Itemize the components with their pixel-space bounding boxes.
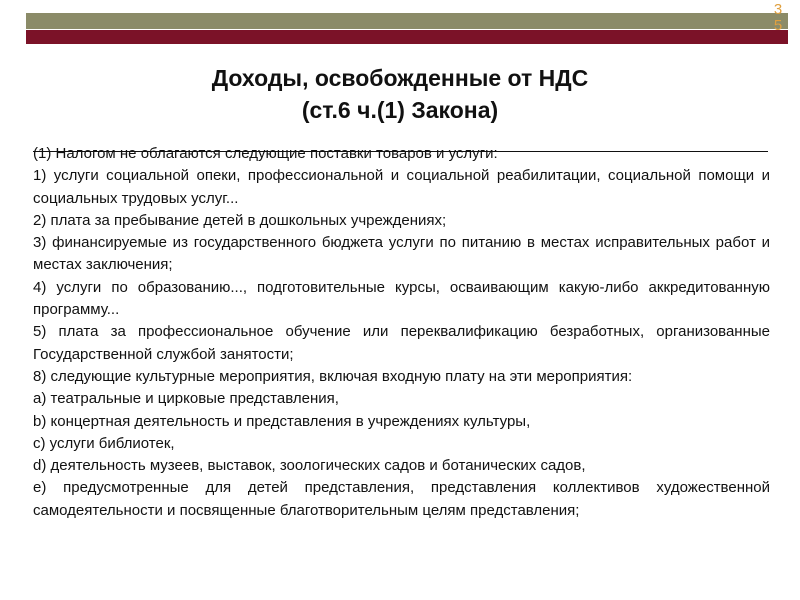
paragraph-item-e: e) предусмотренные для детей представления, представления коллективов художественной самодеятельности и посвященные благотворительным целям представления; [33, 479, 770, 519]
slide-title [0, 62, 800, 126]
paragraph-item-4: 4) услуги по образованию..., подготовительные курсы, осваивающим какую-либо аккредитованную программу... [33, 278, 770, 319]
paragraph-item-d: d) деятельность музеев, выставок, зоологических садов и ботанических садов, [33, 457, 586, 475]
paragraph-item-5: 5) плата за профессиональное обучение или переквалификацию безработных, организованные Государственной службой занятости; [33, 323, 770, 363]
paragraph-item-8: 8) следующие культурные мероприятия, включая входную плату на эти мероприятия: [33, 367, 633, 385]
slide-number-text: 3 5 [773, 1, 783, 34]
slide-body [33, 143, 770, 522]
paragraph-item-1: 1) услуги социальной опеки, профессиональной и социальной реабилитации, социальной помощи и социальных трудовых услуг... [33, 167, 770, 207]
header-bar-olive [26, 13, 788, 29]
slide-number [768, 2, 788, 34]
paragraph-item-a: a) театральные и цирковые представления, [33, 390, 339, 408]
paragraph-item-2: 2) плата за пребывание детей в дошкольных учреждениях; [33, 211, 447, 229]
header-bar-maroon [26, 30, 788, 44]
slide-title-line-2: (ст.6 ч.(1) Закона) [301, 97, 499, 123]
paragraph-item-3: 3) финансируемые из государственного бюджета услуги по питанию в местах исправительных работ и местах заключения; [33, 234, 770, 274]
paragraph-intro: (1) Налогом не облагаются следующие поставки товаров и услуги: [33, 145, 498, 162]
paragraph-item-c: c) услуги библиотек, [33, 434, 175, 452]
paragraph-item-b: b) концертная деятельность и представления в учреждениях культуры, [33, 412, 531, 430]
slide-title-line-1: Доходы, освобожденные от НДС [211, 65, 589, 91]
